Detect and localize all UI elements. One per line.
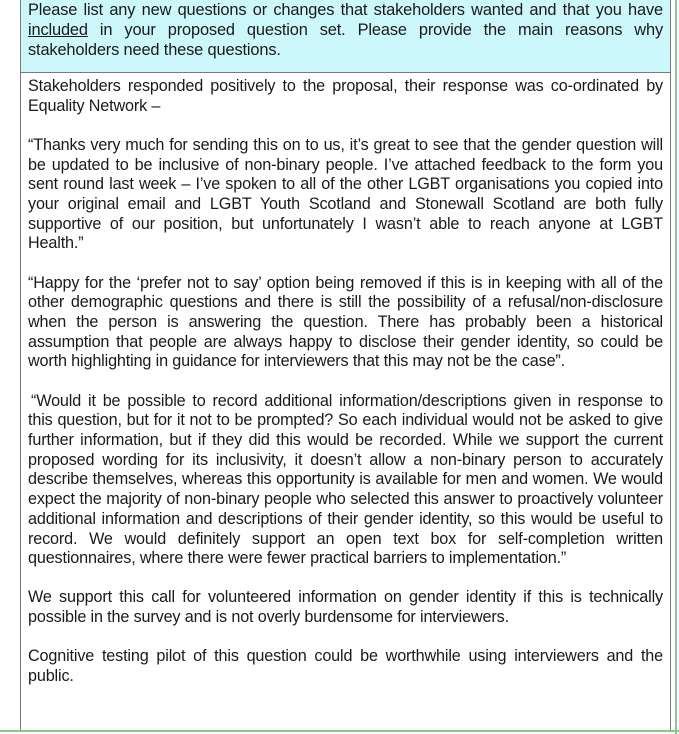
support-statement: We support this call for volunteered information on gender identity if this is technically possible in the survey and is not overly burdensome for interviewers. xyxy=(28,588,663,627)
stakeholder-quote-1: “Thanks very much for sending this on to us, it’s great to see that the gender question will be updated to be inclusive of non-binary people. I’ve attached feedback to the form you sent round last week – I’ve spoken to all of the other LGBT organisations you copied into your original email and LGBT Youth Scotland and Stonewall Scotland are both fully supportive of our position, but unfortunately I wasn’t able to reach anyone at LGBT Health.” xyxy=(28,135,663,253)
response-cell xyxy=(21,74,670,687)
stakeholder-quote-3: “Would it be possible to record additional information/descriptions given in response to this question, but for it not to be prompted? So each individual would not be asked to give further information, but if they did this would be recorded. While we support the current proposed wording for its inclusivity, it doesn’t allow a non-binary person to accurately describe themselves, whereas this opportunity is available for men and women. We would expect the majority of non-binary people who selected this answer to proactively volunteer additional information and descriptions of their gender identity, so this would be useful to record. We would definitely support an open text box for self-completion written questionnaires, where there were fewer practical barriers to implementation.” xyxy=(28,391,663,568)
question-cell xyxy=(21,0,670,73)
page-edge-rule-bottom xyxy=(0,730,679,732)
stakeholder-quote-2: “Happy for the ‘prefer not to say’ option being removed if this is in keeping with all of the other demographic questions and there is still the possibility of a refusal/non-disclosure when the person is answering the question. There has probably been a historical assumption that people are always happy to disclose their gender identity, so could be worth highlighting in guidance for interviewers that this may not be the case”. xyxy=(28,273,663,371)
page-edge-rule-right xyxy=(675,0,677,734)
cognitive-testing-note: Cognitive testing pilot of this question could be worthwhile using interviewers and the public. xyxy=(28,647,663,686)
question-text xyxy=(28,0,663,61)
response-intro: Stakeholders responded positively to the proposal, their response was co-ordinated by Equality Network – xyxy=(28,77,663,115)
question-text-part1: Please list any new questions or changes that stakeholders wanted and that you have xyxy=(28,1,663,19)
question-text-part2: in your proposed question set. Please provide the main reasons why stakeholders need these questions. xyxy=(28,21,663,60)
underlined-word: included xyxy=(28,21,88,40)
form-table xyxy=(20,0,671,730)
